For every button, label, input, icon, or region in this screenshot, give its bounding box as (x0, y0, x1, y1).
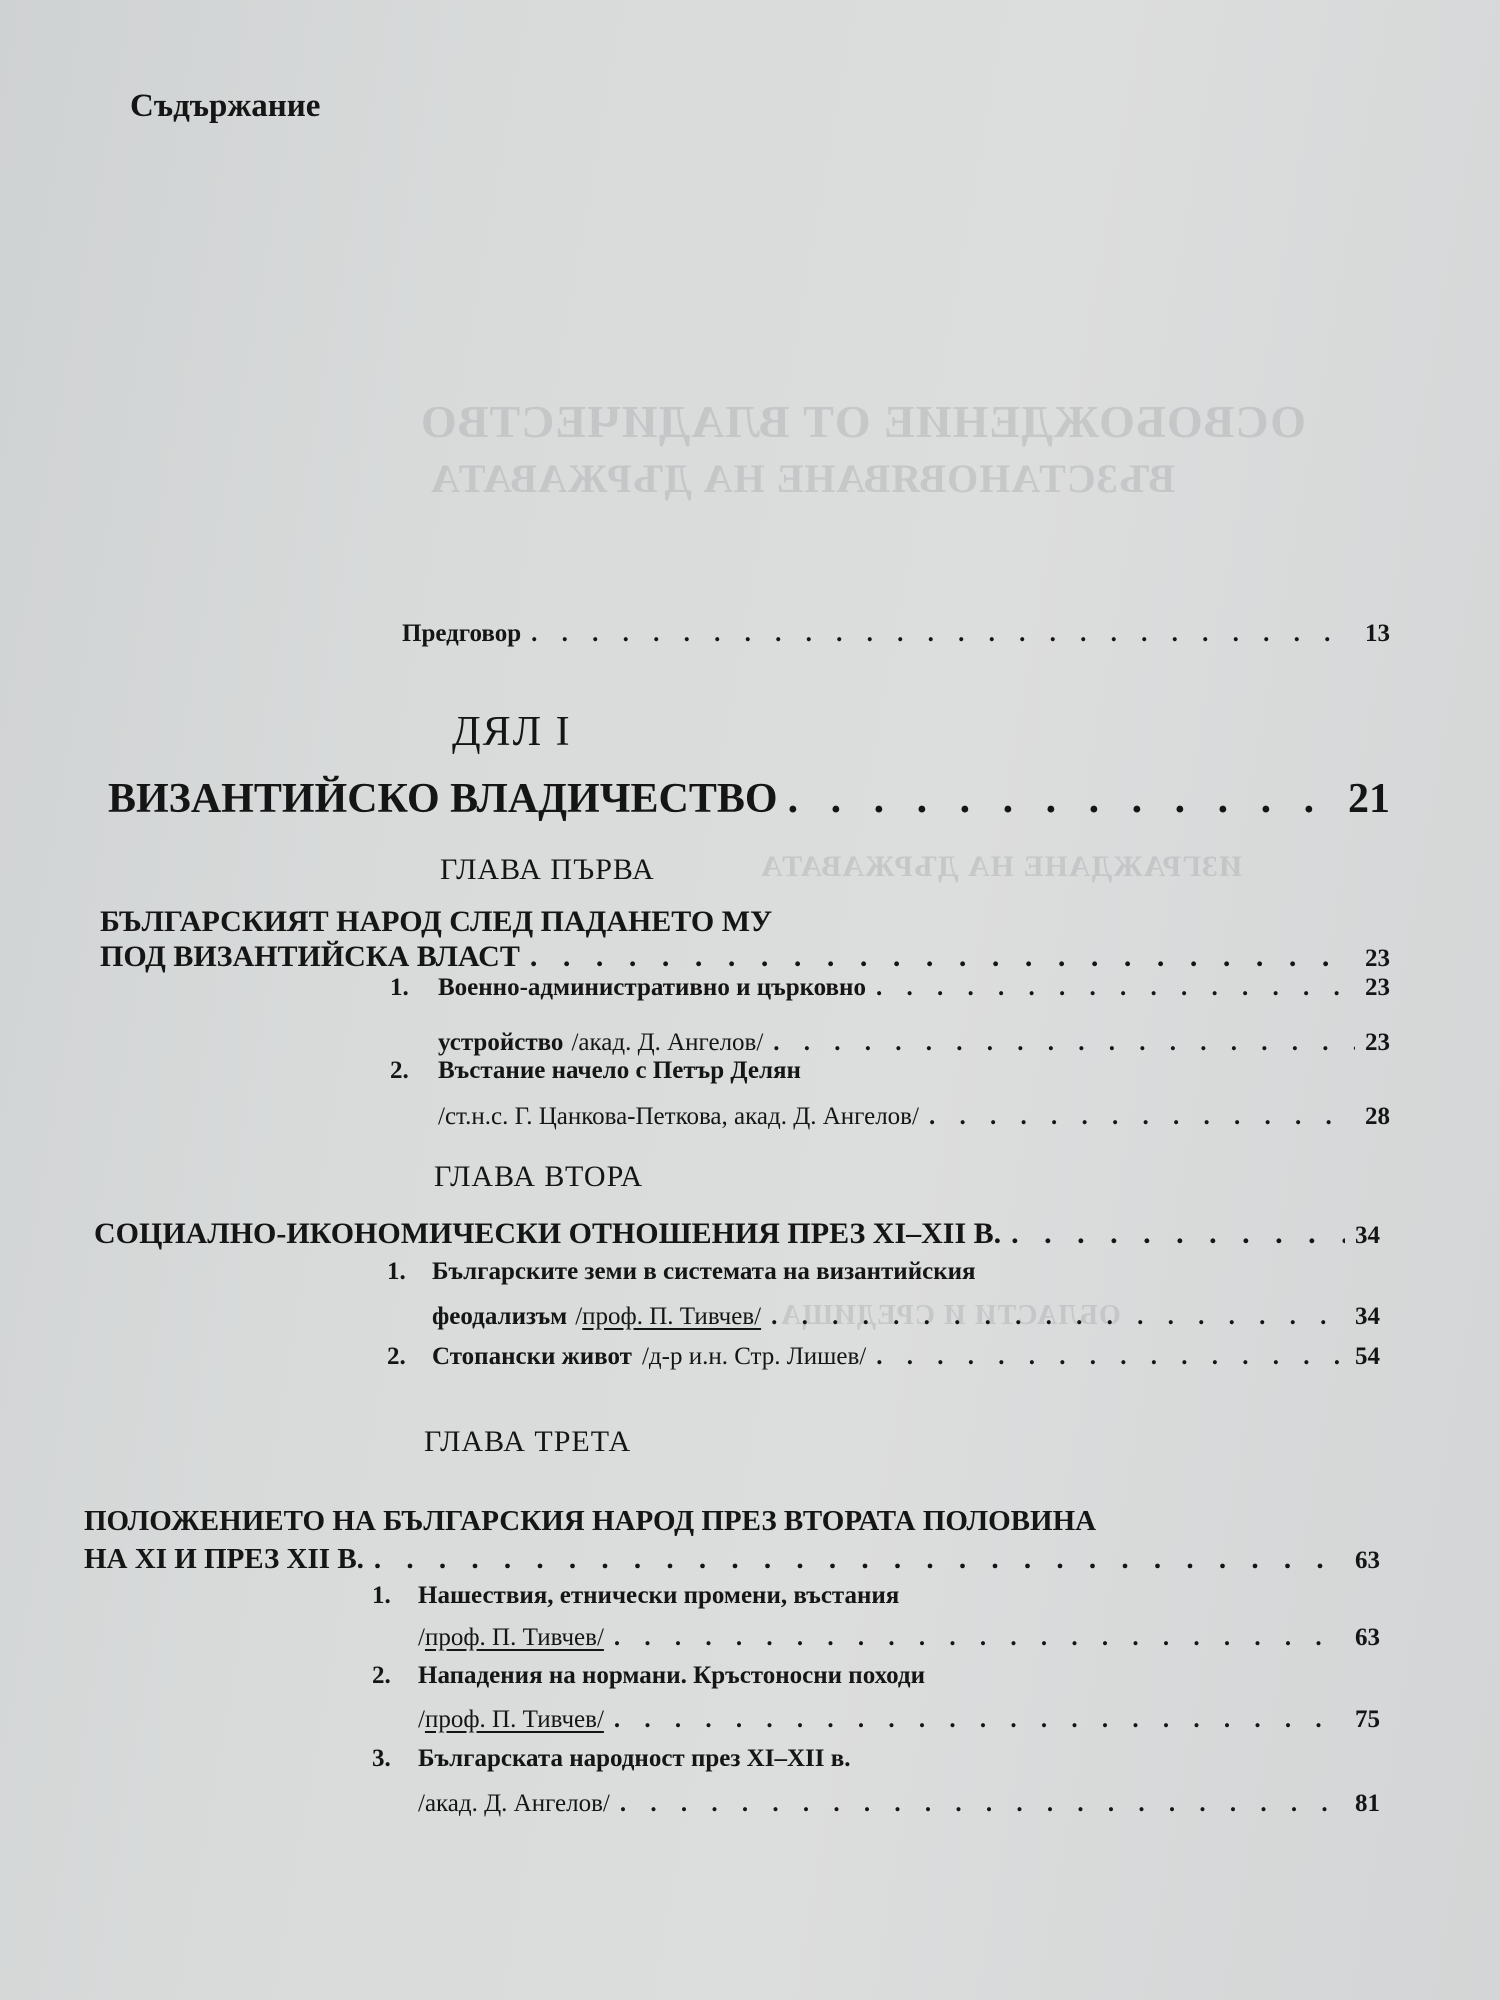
toc-entry-section[interactable] (418, 1624, 1380, 1652)
section-title: Стопански живот (432, 1343, 632, 1370)
section-title: феодализъм (432, 1303, 568, 1330)
dot-leader (531, 620, 1355, 648)
dot-leader (773, 1029, 1355, 1057)
toc-entry-section[interactable] (372, 1582, 899, 1610)
section-author: /акад. Д. Ангелов/ (418, 1790, 610, 1817)
section-author: /проф. П. Тивчев/ (418, 1624, 604, 1651)
toc-entry-section[interactable] (438, 1103, 1390, 1131)
page-number: 23 (1365, 945, 1390, 972)
dot-leader (876, 1343, 1345, 1371)
dot-leader (788, 775, 1338, 823)
chapter-title-line: ПОД ВИЗАНТИЙСКА ВЛАСТ (100, 940, 520, 973)
chapter-label: ГЛАВА ВТОРА (434, 1160, 644, 1193)
toc-entry-section[interactable] (372, 1745, 850, 1773)
bleed-through-text: ИЗГРАЖДАНЕ НА ДЪРЖАВАТА (760, 850, 1243, 883)
section-author: /проф. П. Тивчев/ (575, 1303, 762, 1330)
section-title: устройство (438, 1029, 564, 1056)
section-title: Нашествия, етнически промени, въстания (418, 1582, 900, 1609)
page-number: 75 (1355, 1706, 1380, 1733)
page-number: 34 (1355, 1222, 1380, 1249)
section-author: /ст.н.с. Г. Цанкова-Петкова, акад. Д. Ангелов/ (438, 1103, 919, 1130)
page-number: 13 (1365, 620, 1390, 647)
section-author: /проф. П. Тивчев/ (418, 1706, 604, 1733)
section-number: 2. (372, 1662, 391, 1689)
bleed-through-text: ВЪЗСТАНОВЯВАНЕ НА ДЪРЖАВАТА (430, 456, 1176, 501)
toc-entry-part[interactable] (108, 775, 1390, 823)
dot-leader (929, 1103, 1355, 1131)
dot-leader (620, 1790, 1345, 1818)
section-title: Нападения на нормани. Кръстоносни походи (418, 1662, 925, 1689)
chapter-title-line: НА XI И ПРЕЗ XII В. (84, 1543, 364, 1575)
dot-leader (771, 1303, 1345, 1331)
bleed-through-text: ОСВОБОЖДЕНИЕ ОТ ВЛАДИЧЕСТВО (420, 396, 1306, 447)
chapter-label: ГЛАВА ПЪРВА (440, 853, 655, 886)
toc-entry-section[interactable] (418, 1790, 1380, 1818)
toc-entry-section[interactable] (390, 974, 1390, 1002)
section-author-underlined: проф. П. Тивчев/ (424, 1624, 604, 1651)
preface-label: Предговор (402, 620, 522, 647)
toc-entry-chapter[interactable] (94, 1217, 1380, 1251)
section-number: 1. (387, 1258, 406, 1285)
dot-leader (530, 940, 1355, 974)
toc-entry-chapter[interactable] (84, 1543, 1380, 1576)
page-number: 34 (1355, 1303, 1380, 1330)
toc-entry-section[interactable] (387, 1343, 1380, 1371)
chapter-title-line: ПОЛОЖЕНИЕТО НА БЪЛГАРСКИЯ НАРОД ПРЕЗ ВТОРАТА ПОЛОВИНА (84, 1505, 1097, 1537)
bleed-through-text: ОБЛАСТИ И СРЕДИЩА (780, 1300, 1121, 1331)
section-author: /д-р и.н. Стр. Лишев/ (641, 1343, 867, 1370)
page-number: 54 (1355, 1343, 1380, 1370)
chapter-title-line: БЪЛГАРСКИЯТ НАРОД СЛЕД ПАДАНЕТО МУ (100, 905, 773, 938)
section-number: 3. (372, 1745, 391, 1772)
section-number: 2. (390, 1057, 409, 1084)
page-number: 21 (1348, 776, 1390, 822)
chapter-label: ГЛАВА ТРЕТА (424, 1425, 632, 1458)
part-label: ДЯЛ I (452, 709, 572, 755)
chapter-title: СОЦИАЛНО-ИКОНОМИЧЕСКИ ОТНОШЕНИЯ ПРЕЗ XI–XII В. (94, 1217, 1002, 1250)
page-number: 63 (1355, 1624, 1380, 1651)
toc-entry-section[interactable] (418, 1706, 1380, 1734)
section-number: 1. (390, 974, 409, 1001)
toc-entry-chapter[interactable] (100, 940, 1390, 974)
section-author: /акад. Д. Ангелов/ (571, 1029, 764, 1056)
dot-leader (1011, 1217, 1345, 1251)
dot-leader (876, 974, 1355, 1002)
toc-entry-section[interactable] (432, 1303, 1380, 1331)
page-number: 23 (1365, 974, 1390, 1001)
section-number: 2. (387, 1343, 406, 1370)
page-number: 63 (1355, 1547, 1380, 1574)
section-number: 1. (372, 1582, 391, 1609)
page-title: Съдържание (130, 88, 321, 124)
part-title: ВИЗАНТИЙСКО ВЛАДИЧЕСТВО (108, 776, 778, 822)
dot-leader (614, 1706, 1345, 1734)
section-author-underlined: проф. П. Тивчев/ (424, 1706, 604, 1733)
section-author-underlined: проф. П. Тивчев/ (582, 1303, 762, 1330)
page-number: 23 (1365, 1029, 1390, 1056)
toc-entry-preface[interactable] (402, 620, 1390, 648)
toc-entry-section[interactable] (387, 1258, 976, 1286)
page-number: 28 (1365, 1103, 1390, 1130)
section-title: Въстание начело с Петър Делян (438, 1057, 801, 1084)
section-title: Българските земи в системата на византийския (432, 1258, 976, 1285)
section-title: Военно-административно и църковно (438, 974, 866, 1001)
toc-entry-section[interactable] (390, 1057, 801, 1085)
dot-leader (614, 1624, 1345, 1652)
section-title: Българската народност през XI–XII в. (418, 1745, 851, 1772)
page-number: 81 (1355, 1790, 1380, 1817)
toc-entry-section[interactable] (372, 1662, 925, 1690)
dot-leader (374, 1543, 1345, 1576)
toc-entry-section[interactable] (438, 1029, 1390, 1057)
